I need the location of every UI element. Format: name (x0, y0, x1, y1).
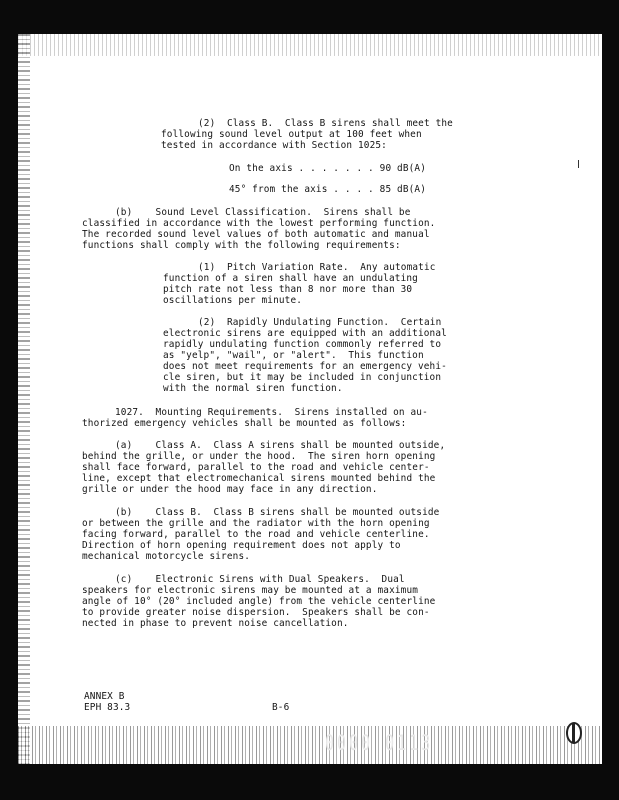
class-b-line-3: tested in accordance with Section 1025: (161, 140, 387, 151)
class-a-line-5: grille or under the hood may face in any direction. (82, 484, 378, 495)
sound-level-line-4: functions shall comply with the following requirements: (82, 240, 401, 251)
page-number: B-6 (272, 702, 290, 713)
undulating-line-6: cle siren, but it may be included in conjunction (163, 372, 442, 383)
dual-speakers-line-4: to provide greater noise dispersion. Speakers shall be con- (82, 607, 430, 618)
class-b-mount-line-3: facing forward, parallel to the road and vehicle centerline. (82, 529, 430, 540)
class-b-line-1: (2) Class B. Class B sirens shall meet the (198, 118, 453, 129)
class-a-line-1: (a) Class A. Class A sirens shall be mounted outside, (115, 440, 446, 451)
dual-speakers-line-1: (c) Electronic Sirens with Dual Speakers. Dual (115, 574, 405, 585)
class-b-mount-line-4: Direction of horn opening requirement does not apply to (82, 540, 401, 551)
pitch-line-3: pitch rate not less than 8 nor more than 30 (163, 284, 413, 295)
pitch-line-4: oscillations per minute. (163, 295, 303, 306)
mounting-line-2: thorized emergency vehicles shall be mounted as follows: (82, 418, 407, 429)
undulating-line-5: does not meet requirements for an emergency vehi- (163, 361, 447, 372)
class-b-mount-line-2: or between the grille and the radiator with the horn opening (82, 518, 430, 529)
scan-noise-top (18, 34, 602, 56)
pitch-line-2: function of a siren shall have an undulating (163, 273, 418, 284)
class-b-mount-line-5: mechanical motorcycle sirens. (82, 551, 251, 562)
undulating-line-1: (2) Rapidly Undulating Function. Certain (198, 317, 442, 328)
sound-level-line-1: (b) Sound Level Classification. Sirens shall be (115, 207, 411, 218)
undulating-line-4: as "yelp", "wail", or "alert". This function (163, 350, 424, 361)
class-a-line-3: shall face forward, parallel to the road and vehicle center- (82, 462, 430, 473)
scan-noise-left (18, 34, 30, 764)
margin-mark (578, 160, 579, 168)
dual-speakers-line-5: nected in phase to prevent noise cancellation. (82, 618, 349, 629)
pitch-line-1: (1) Pitch Variation Rate. Any automatic (198, 262, 436, 273)
undulating-line-3: rapidly undulating function commonly referred to (163, 339, 442, 350)
deg45-level: 45° from the axis . . . . 85 dB(A) (229, 184, 427, 195)
document-stamp-id: 0000 0113 (325, 730, 434, 756)
eph-label: EPH 83.3 (84, 702, 131, 713)
undulating-line-7: with the normal siren function. (163, 383, 343, 394)
annex-label: ANNEX B (84, 691, 125, 702)
class-a-line-4: line, except that electromechanical sirens mounted behind the (82, 473, 436, 484)
class-b-line-2: following sound level output at 100 feet when (161, 129, 422, 140)
document-page (18, 34, 602, 764)
sound-level-line-2: classified in accordance with the lowest performing function. (82, 218, 436, 229)
class-b-mount-line-1: (b) Class B. Class B sirens shall be mounted outside (115, 507, 440, 518)
on-axis-level: On the axis . . . . . . . 90 dB(A) (229, 163, 427, 174)
undulating-line-2: electronic sirens are equipped with an additional (163, 328, 447, 339)
binder-hole-icon (566, 722, 582, 744)
dual-speakers-line-3: angle of 10° (20° included angle) from the vehicle centerline (82, 596, 436, 607)
scan-noise-bottom (18, 726, 602, 764)
class-a-line-2: behind the grille, or under the hood. The siren horn opening (82, 451, 436, 462)
sound-level-line-3: The recorded sound level values of both automatic and manual (82, 229, 430, 240)
dual-speakers-line-2: speakers for electronic sirens may be mounted at a maximum (82, 585, 419, 596)
mounting-line-1: 1027. Mounting Requirements. Sirens installed on au- (115, 407, 428, 418)
